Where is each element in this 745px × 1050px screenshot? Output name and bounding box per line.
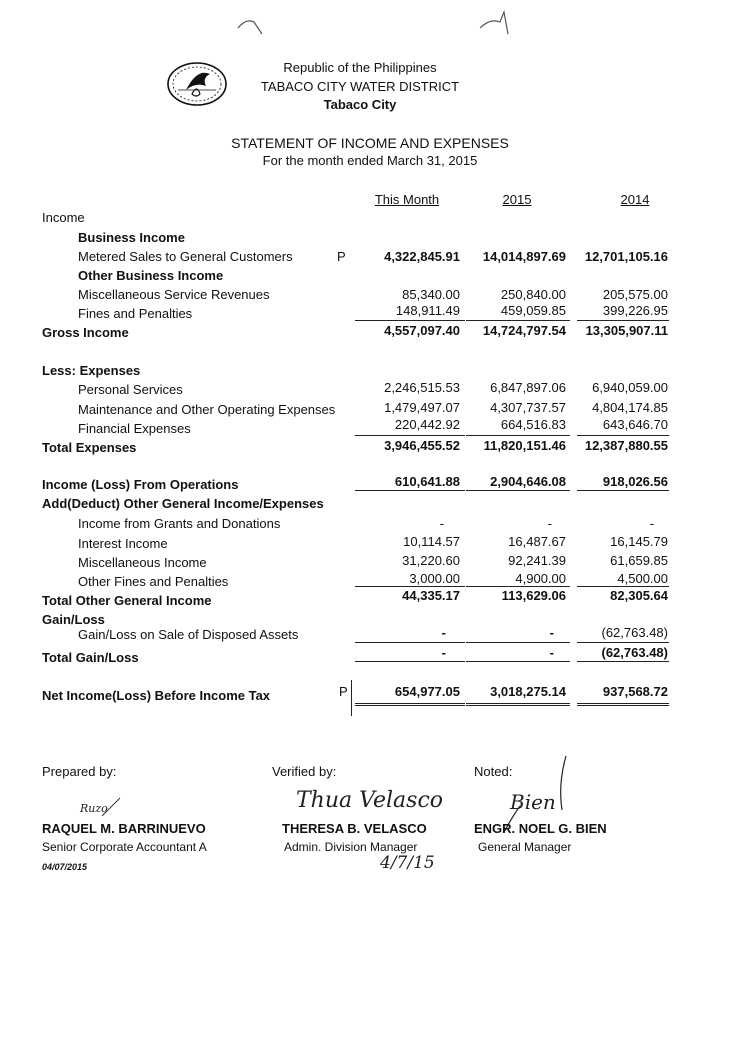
value-maint-this-month: 1,479,497.07 (384, 400, 460, 415)
value-total-exp-this-month: 3,946,455.52 (384, 438, 460, 453)
ops-rule-c1 (355, 490, 465, 491)
section-add-deduct: Add(Deduct) Other General Income/Expenses (42, 496, 324, 511)
row-label-income-from-operations: Income (Loss) From Operations (42, 477, 239, 492)
row-label-interest: Interest Income (78, 536, 168, 551)
prepared-by-caption: Prepared by: (42, 764, 117, 779)
value-total-other-2015: 113,629.06 (501, 588, 566, 603)
gl-rule-c2 (466, 642, 570, 643)
gl-total-rule-c3 (577, 661, 669, 662)
value-metered-2015: 14,014,897.69 (482, 249, 566, 264)
value-other-fines-2014: 4,500.00 (617, 571, 668, 586)
other-income-rule-c2 (466, 586, 570, 587)
net-double-rule-c2 (466, 703, 570, 706)
section-other-business-income: Other Business Income (78, 268, 224, 283)
ops-rule-c3 (577, 490, 669, 491)
value-metered-2014: 12,701,105.16 (584, 249, 668, 264)
value-misc-income-2015: 92,241.39 (508, 553, 566, 568)
noted-caption: Noted: (474, 764, 513, 779)
peso-marker: P (337, 249, 346, 264)
noted-by-name: ENGR. NOEL G. BIEN (474, 821, 607, 836)
value-total-gl-this-month: - (441, 645, 446, 660)
value-misc-income-this-month: 31,220.60 (402, 553, 460, 568)
noted-signature: Bien (510, 790, 556, 814)
row-label-other-fines: Other Fines and Penalties (78, 574, 229, 589)
column-header-this-month: This Month (374, 192, 440, 207)
gl-rule-c1 (355, 642, 465, 643)
value-grants-2015: - (547, 516, 552, 531)
statement-period: For the month ended March 31, 2015 (262, 153, 478, 168)
gl-total-rule-c1 (355, 661, 465, 662)
subtotal-rule-c2 (466, 320, 570, 321)
verified-handwritten-date: 4/7/15 (380, 853, 435, 873)
row-label-total-expenses: Total Expenses (42, 440, 137, 455)
value-fines-this-month: 148,911.49 (395, 303, 460, 318)
value-metered-this-month: 4,322,845.91 (384, 249, 460, 264)
prepared-by-name: RAQUEL M. BARRINUEVO (42, 821, 206, 836)
value-misc-service-2014: 205,575.00 (602, 287, 668, 302)
value-financial-this-month: 220,442.92 (394, 417, 460, 432)
value-net-2015: 3,018,275.14 (490, 684, 566, 699)
value-interest-2015: 16,487.67 (508, 534, 566, 549)
noted-by-position: General Manager (478, 840, 572, 854)
subtotal-rule-c1 (355, 320, 465, 321)
city-name: Tabaco City (323, 97, 397, 112)
gl-rule-c3 (577, 642, 669, 643)
value-misc-service-this-month: 85,340.00 (402, 287, 460, 302)
value-grants-2014: - (649, 516, 654, 531)
net-vertical-rule (351, 680, 352, 716)
row-label-total-gain-loss: Total Gain/Loss (42, 650, 139, 665)
value-financial-2014: 643,646.70 (602, 417, 668, 432)
gl-total-rule-c2 (466, 661, 570, 662)
net-double-rule-c3 (577, 703, 669, 706)
prepared-date: 04/07/2015 (42, 862, 88, 872)
prepared-initials: Ruzo (80, 802, 108, 815)
expense-rule-c3 (577, 435, 669, 436)
punch-mark-right (478, 8, 512, 38)
value-gross-this-month: 4,557,097.40 (384, 323, 460, 338)
value-ops-2014: 918,026.56 (602, 474, 668, 489)
value-misc-income-2014: 61,659.85 (610, 553, 668, 568)
value-interest-this-month: 10,114.57 (403, 534, 460, 549)
value-maint-2015: 4,307,737.57 (490, 400, 566, 415)
column-header-2015: 2015 (502, 192, 532, 207)
other-income-rule-c3 (577, 586, 669, 587)
row-label-maintenance: Maintenance and Other Operating Expenses (78, 402, 336, 417)
statement-title: STATEMENT OF INCOME AND EXPENSES (231, 135, 509, 151)
section-income: Income (42, 210, 85, 225)
value-personal-2015: 6,847,897.06 (490, 380, 566, 395)
row-label-financial: Financial Expenses (78, 421, 191, 436)
district-name: TABACO CITY WATER DISTRICT (260, 79, 460, 94)
row-label-metered-sales: Metered Sales to General Customers (78, 249, 293, 264)
section-less-expenses: Less: Expenses (42, 363, 141, 378)
value-gl-sale-2014: (62,763.48) (601, 625, 668, 640)
section-business-income: Business Income (78, 230, 185, 245)
subtotal-rule-c3 (577, 320, 669, 321)
row-label-gain-loss-sale: Gain/Loss on Sale of Disposed Assets (78, 627, 299, 642)
peso-marker-net: P (339, 684, 348, 699)
verified-by-name: THERESA B. VELASCO (282, 821, 427, 836)
value-net-2014: 937,568.72 (602, 684, 668, 699)
value-interest-2014: 16,145.79 (610, 534, 668, 549)
value-total-exp-2014: 12,387,880.55 (584, 438, 668, 453)
row-label-grants: Income from Grants and Donations (78, 516, 281, 531)
ops-rule-c2 (466, 490, 570, 491)
verified-by-position: Admin. Division Manager (284, 840, 418, 854)
value-total-other-this-month: 44,335.17 (402, 588, 460, 603)
value-total-other-2014: 82,305.64 (610, 588, 668, 603)
prepared-by-position: Senior Corporate Accountant A (42, 840, 207, 854)
row-label-net-income: Net Income(Loss) Before Income Tax (42, 688, 271, 703)
section-gain-loss: Gain/Loss (42, 612, 105, 627)
row-label-fines: Fines and Penalties (78, 306, 193, 321)
value-other-fines-this-month: 3,000.00 (409, 571, 460, 586)
other-income-rule-c1 (355, 586, 465, 587)
row-label-misc-income: Miscellaneous Income (78, 555, 207, 570)
value-ops-2015: 2,904,646.08 (490, 474, 566, 489)
value-maint-2014: 4,804,174.85 (592, 400, 668, 415)
column-header-2014: 2014 (620, 192, 650, 207)
value-other-fines-2015: 4,900.00 (515, 571, 566, 586)
value-fines-2014: 399,226.95 (602, 303, 668, 318)
value-net-this-month: 654,977.05 (394, 684, 460, 699)
verified-signature: Thua Velasco (296, 788, 444, 813)
prepared-initials-stroke (100, 796, 124, 818)
value-gl-sale-this-month: - (441, 625, 446, 640)
value-gl-sale-2015: - (549, 625, 554, 640)
expense-rule-c2 (466, 435, 570, 436)
value-personal-2014: 6,940,059.00 (592, 380, 668, 395)
value-ops-this-month: 610,641.88 (394, 474, 460, 489)
value-personal-this-month: 2,246,515.53 (384, 380, 460, 395)
value-total-gl-2015: - (549, 645, 554, 660)
expense-rule-c1 (355, 435, 465, 436)
value-grants-this-month: - (439, 516, 444, 531)
republic-line: Republic of the Philippines (283, 60, 437, 75)
value-gross-2014: 13,305,907.11 (585, 323, 668, 338)
punch-mark-left (236, 12, 266, 38)
value-total-gl-2014: (62,763.48) (601, 645, 668, 660)
row-label-misc-service: Miscellaneous Service Revenues (78, 287, 270, 302)
row-label-personal-services: Personal Services (78, 382, 183, 397)
value-financial-2015: 664,516.83 (500, 417, 566, 432)
row-label-total-other-income: Total Other General Income (42, 593, 212, 608)
verified-by-caption: Verified by: (272, 764, 337, 779)
net-double-rule-c1 (355, 703, 465, 706)
value-misc-service-2015: 250,840.00 (500, 287, 566, 302)
value-total-exp-2015: 11,820,151.46 (483, 438, 566, 453)
row-label-gross-income: Gross Income (42, 325, 129, 340)
value-fines-2015: 459,059.85 (500, 303, 566, 318)
value-gross-2015: 14,724,797.54 (482, 323, 566, 338)
